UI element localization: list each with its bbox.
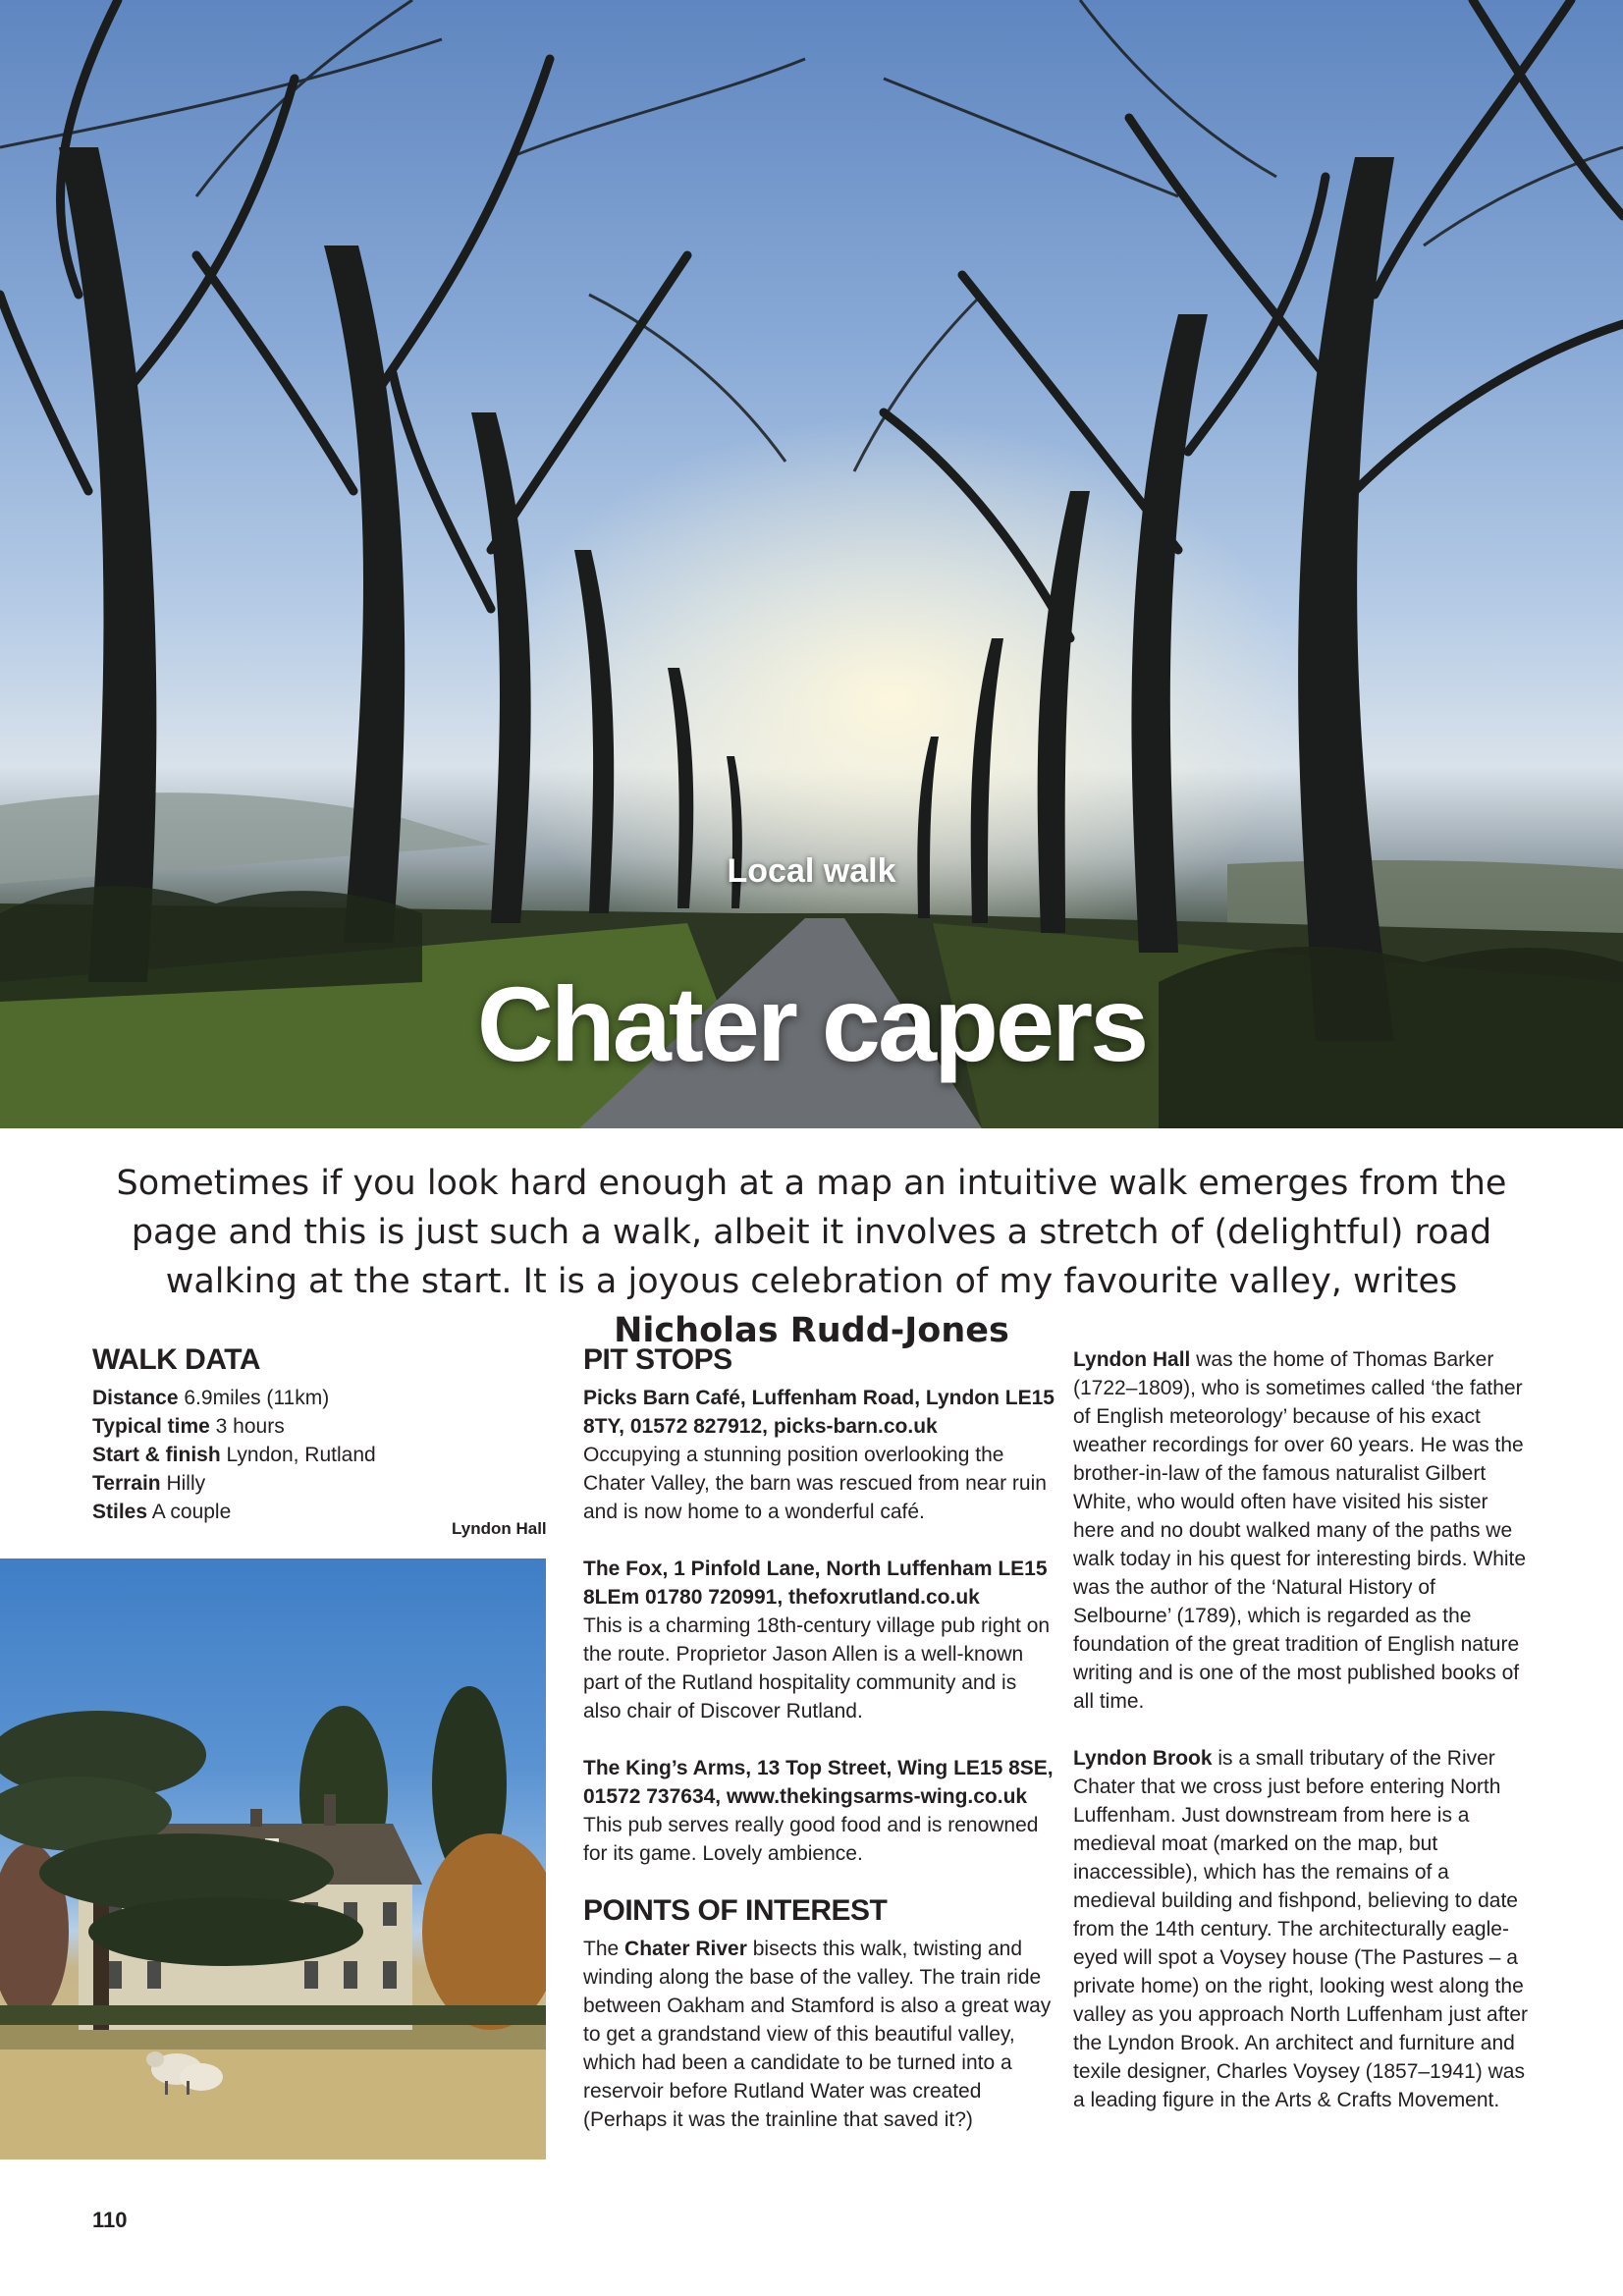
walk-data-label: Typical time: [92, 1415, 210, 1438]
walk-data-row: [92, 1384, 544, 1412]
poi-name: Lyndon Brook: [1073, 1747, 1213, 1770]
poi-body: bisects this walk, twisting and winding along the base of the valley. The train ride between Oakham and Stamford is also a great way to get a grandstand view of this beautiful valley, which had been a candidate to be turned into a reservoir before Rutland Water was created (Perhaps it was the trainline that saved it?): [583, 1938, 1052, 2131]
walk-data-value: 6.9miles (11km): [178, 1387, 330, 1409]
poi-body: was the home of Thomas Barker (1722–1809), who is sometimes called ‘the father of English meteorology’ because of his exact weather recordings for over 60 years. He was the brother-in-law of the famous naturalist Gilbert White, who would often have visited his sister here and no doubt walked many of the paths we walk today in his quest for interesting birds. White was the author of the ‘Natural History of Selbourne’ (1789), which is regarded as the foundation of the great tradition of English nature writing and is one of the most published books of all time.: [1073, 1348, 1527, 1713]
walk-data-row: [92, 1441, 544, 1469]
lyndon-hall-photo: [0, 1558, 546, 2159]
walk-data-label: Distance: [92, 1387, 179, 1409]
walk-data-value: Hilly: [160, 1472, 206, 1495]
author-name: Nicholas Rudd-Jones: [614, 1311, 1009, 1350]
pit-stops-column: [583, 1345, 1055, 2162]
pit-stop-body: This pub serves really good food and is renowned for its game. Lovely ambience.: [583, 1814, 1039, 1865]
photo-caption: Lyndon Hall: [452, 1519, 547, 1538]
walk-data-row: [92, 1412, 544, 1441]
poi-name: Chater River: [624, 1938, 747, 1960]
pit-stop-body: Occupying a stunning position overlooking the Chater Valley, the barn was rescued from near ruin and is now home to a wonderful café.: [583, 1444, 1047, 1523]
pit-stop-title: The King’s Arms, 13 Top Street, Wing LE15 8SE, 01572 737634, www.thekingsarms-wing.co.uk: [583, 1757, 1054, 1808]
points-of-interest-heading: POINTS OF INTEREST: [583, 1894, 888, 1927]
poi-name: Lyndon Hall: [1073, 1348, 1191, 1371]
points-of-interest-column: [1073, 1345, 1535, 2143]
lyndon-hall-illustration: [0, 1558, 546, 2159]
poi-item: [1073, 1744, 1535, 2114]
page-title: Chater capers: [476, 964, 1147, 1083]
pit-stop-item: [583, 1754, 1055, 1868]
pit-stop-item: [583, 1384, 1055, 1526]
walk-data-value: Lyndon, Rutland: [220, 1444, 376, 1466]
walk-data-value: 3 hours: [209, 1415, 285, 1438]
hero-image: [0, 0, 1623, 1128]
poi-item: [1073, 1345, 1535, 1716]
section-kicker: Local walk: [727, 852, 896, 890]
page-number: 110: [92, 2208, 128, 2232]
pit-stop-title: The Fox, 1 Pinfold Lane, North Luffenham LE15 8LEm 01780 720991, thefoxrutland.co.uk: [583, 1558, 1048, 1609]
walk-data-row: [92, 1469, 544, 1498]
pit-stops-heading: PIT STOPS: [583, 1343, 732, 1376]
walk-data-label: Terrain: [92, 1472, 161, 1495]
pit-stop-body: This is a charming 18th-century village pub right on the route. Proprietor Jason Allen is a well-known part of the Rutland hospitality community and is also chair of Discover Rutland.: [583, 1614, 1051, 1722]
poi-item: [583, 1935, 1055, 2134]
tree-avenue-illustration: [0, 0, 1623, 1128]
walk-data-label: Start & finish: [92, 1444, 221, 1466]
standfirst-text: Sometimes if you look hard enough at a map an intuitive walk emerges from the page and this is just such a walk, albeit it involves a stretch of (delightful) road walking at the start. It is a joyous celebration of my favourite valley, writes: [116, 1164, 1507, 1301]
pit-stop-item: [583, 1555, 1055, 1725]
walk-data-value: A couple: [147, 1501, 232, 1523]
poi-lead: The: [583, 1938, 625, 1960]
walk-data-box: [92, 1345, 544, 1526]
pit-stop-title: Picks Barn Café, Luffenham Road, Lyndon LE15 8TY, 01572 827912, picks-barn.co.uk: [583, 1387, 1055, 1438]
walk-data-label: Stiles: [92, 1501, 148, 1523]
poi-body: is a small tributary of the River Chater that we cross just before entering North Luffenham. Just downstream from here is a medieval moat (marked on the map, but inaccessible), which has the remains of a medieval building and fishpond, believing to date from the 14th century. The architecturally eagle-eyed will spot a Voysey house (The Pastures – a private home) on the right, looking west along the valley as you approach North Luffenham just after the Lyndon Brook. An architect and furniture and texile designer, Charles Voysey (1857–1941) was a leading figure in the Arts & Crafts Movement.: [1073, 1747, 1529, 2111]
standfirst: [79, 1159, 1544, 1355]
walk-data-heading: WALK DATA: [92, 1343, 261, 1376]
